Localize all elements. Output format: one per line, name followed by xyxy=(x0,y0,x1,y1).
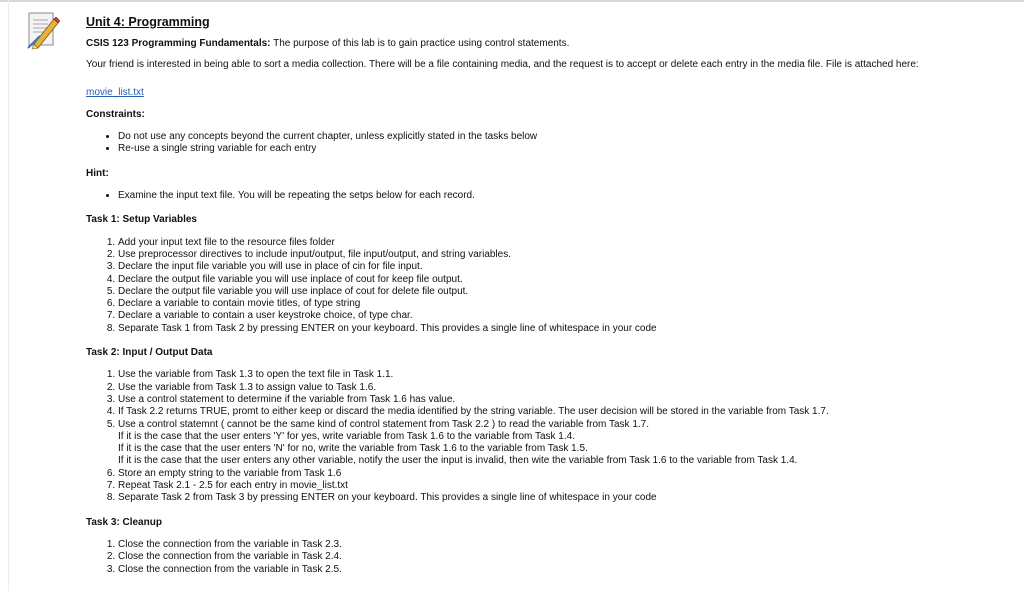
sub-item: If it is the case that the user enters 'Y' for yes, write variable from Task 1.6 to the variable from Task 1.4. xyxy=(118,430,575,442)
list-item: 2. Use preprocessor directives to include input/output, file input/output, and string variables. xyxy=(118,249,1011,261)
list-item: 5. Declare the output file variable you will use inplace of cout for delete file output. xyxy=(118,286,1011,298)
top-divider xyxy=(0,0,1024,2)
page-title: Unit 4: Programming xyxy=(86,15,210,29)
list-item: 6. Store an empty string to the variable from Task 1.6 xyxy=(118,468,1011,480)
list-item: 1. Add your input text file to the resource files folder xyxy=(118,237,1011,249)
attachment-link[interactable]: movie_list.txt xyxy=(86,86,144,98)
list-item: • Examine the input text file. You will be repeating the setps below for each record. xyxy=(118,190,1011,202)
list-item: 7. Repeat Task 2.1 - 2.5 for each entry in movie_list.txt xyxy=(118,480,1011,492)
task2-list xyxy=(86,369,1011,504)
list-item: • Do not use any concepts beyond the current chapter, unless explicitly stated in the tasks below xyxy=(118,131,1011,143)
task3-list xyxy=(86,539,1011,576)
list-item: 1. Use the variable from Task 1.3 to open the text file in Task 1.1. xyxy=(118,369,1011,381)
hint-list xyxy=(86,190,1011,202)
list-item: 3. Declare the input file variable you will use in place of cin for file input. xyxy=(118,261,1011,273)
intro-paragraph xyxy=(86,38,1011,50)
task3-heading: Task 3: Cleanup xyxy=(86,516,162,528)
list-item: 7. Declare a variable to contain a user keystroke choice, of type char. xyxy=(118,310,1011,322)
list-item: 8. Separate Task 1 from Task 2 by pressing ENTER on your keyboard. This provides a single line of whitespace in your code xyxy=(118,323,1011,335)
list-item: 4. If Task 2.2 returns TRUE, promt to either keep or discard the media identified by the string variable. The user decision will be stored in the variable from Task 1.7. xyxy=(118,406,1011,418)
intro-text: The purpose of this lab is to gain practice using control statements. xyxy=(270,38,570,49)
list-item: 3. Use a control statement to determine if the variable from Task 1.6 has value. xyxy=(118,394,1011,406)
task1-list xyxy=(86,237,1011,335)
left-divider xyxy=(8,0,9,591)
list-item: 2. Use the variable from Task 1.3 to assign value to Task 1.6. xyxy=(118,382,1011,394)
sub-item: If it is the case that the user enters any other variable, notify the user the input is invalid, then wite the variable from Task 1.6 to the variable from Task 1.4. xyxy=(118,455,798,467)
sub-item: If it is the case that the user enters 'N' for no, write the variable from Task 1.6 to the variable from Task 1.5. xyxy=(118,443,588,455)
description-paragraph: Your friend is interested in being able to sort a media collection. There will be a file containing media, and the request is to accept or delete each entry in the media file. File is attached here: xyxy=(86,59,919,71)
list-item: • Re-use a single string variable for each entry xyxy=(118,143,1011,155)
list-item xyxy=(118,419,1011,468)
task2-heading: Task 2: Input / Output Data xyxy=(86,347,213,359)
constraints-heading: Constraints: xyxy=(86,108,145,120)
list-item: 6. Declare a variable to contain movie titles, of type string xyxy=(118,298,1011,310)
list-item: 1. Close the connection from the variable in Task 2.3. xyxy=(118,539,1011,551)
constraints-list xyxy=(86,131,1011,156)
course-name: CSIS 123 Programming Fundamentals: xyxy=(86,38,271,49)
list-item-text: Use a control statemnt ( cannot be the same kind of control statement from Task 2.2 ) to read the variable from Task 1.7. xyxy=(118,418,650,430)
list-item: 3. Close the connection from the variable in Task 2.5. xyxy=(118,564,1011,576)
list-item: 4. Declare the output file variable you will use inplace of cout for keep file output. xyxy=(118,274,1011,286)
list-item: 8. Separate Task 2 from Task 3 by pressing ENTER on your keyboard. This provides a single line of whitespace in your code xyxy=(118,492,1011,504)
assignment-icon xyxy=(26,10,60,50)
list-item: 2. Close the connection from the variable in Task 2.4. xyxy=(118,551,1011,563)
assignment-content xyxy=(86,14,1011,588)
task1-heading: Task 1: Setup Variables xyxy=(86,214,197,226)
hint-heading: Hint: xyxy=(86,167,109,179)
